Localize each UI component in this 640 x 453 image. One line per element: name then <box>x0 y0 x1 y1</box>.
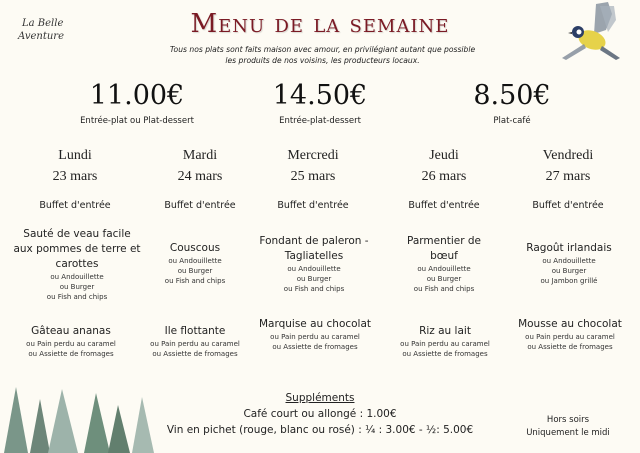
price-label: Plat-café <box>493 116 531 126</box>
subtitle-line2: les produits de nos voisins, les producteurs locaux. <box>225 56 420 65</box>
main-dish-lundi <box>12 227 142 302</box>
main-dish-name: Fondant de paleron - Tagliatelles <box>259 235 369 262</box>
main-alt: ou Burger <box>426 275 462 283</box>
day-column-jeudi <box>381 146 507 211</box>
dessert-alt: ou Assiette de fromages <box>152 350 238 358</box>
dessert-alt: ou Assiette de fromages <box>402 350 488 358</box>
starter: Buffet d'entrée <box>408 200 480 211</box>
starter: Buffet d'entrée <box>39 200 111 211</box>
price-amount: 14.50€ <box>272 80 368 111</box>
dessert-jeudi <box>380 324 510 359</box>
main-alt: ou Burger <box>59 283 95 291</box>
dessert-alt: ou Pain perdu au caramel <box>26 340 116 348</box>
day-name: Jeudi <box>429 148 459 163</box>
day-date: 27 mars <box>545 169 591 184</box>
price-option-2 <box>220 80 420 126</box>
main-dish-name: Parmentier de bœuf <box>406 235 482 262</box>
dessert-lundi <box>6 324 136 359</box>
main-alt: ou Burger <box>551 267 587 275</box>
bird-icon <box>548 0 628 66</box>
day-column-vendredi <box>505 146 631 211</box>
dessert-alt: ou Assiette de fromages <box>272 343 358 351</box>
main-alt: ou Fish and chips <box>413 285 475 293</box>
dessert-mardi <box>130 324 260 359</box>
supplements-heading: Suppléments <box>285 392 355 404</box>
main-dish-vendredi <box>506 241 632 286</box>
dessert-alt: ou Pain perdu au caramel <box>525 333 615 341</box>
price-option-3 <box>412 80 612 126</box>
dessert-alt: ou Pain perdu au caramel <box>400 340 490 348</box>
main-dish-mardi <box>132 241 258 286</box>
main-dish-name: Ragoût irlandais <box>526 242 612 254</box>
dessert-alt: ou Assiette de fromages <box>527 343 613 351</box>
dessert-name: Riz au lait <box>419 325 471 337</box>
pine-trees-icon <box>0 385 160 453</box>
price-label: Entrée-plat ou Plat-dessert <box>80 116 194 126</box>
dessert-alt: ou Assiette de fromages <box>28 350 114 358</box>
dessert-alt: ou Pain perdu au caramel <box>150 340 240 348</box>
dessert-vendredi <box>510 317 630 352</box>
day-name: Vendredi <box>542 148 594 163</box>
hours-line1: Hors soirs <box>546 415 590 425</box>
page-title: Menu de la semaine <box>190 9 450 39</box>
day-column-lundi <box>12 146 138 211</box>
day-date: 25 mars <box>290 169 336 184</box>
starter: Buffet d'entrée <box>277 200 349 211</box>
brand-line1: La Belle <box>22 18 64 29</box>
dessert-alt: ou Pain perdu au caramel <box>270 333 360 341</box>
main-alt: ou Burger <box>296 275 332 283</box>
main-dish-name: Couscous <box>169 242 221 254</box>
day-date: 23 mars <box>52 169 98 184</box>
dessert-name: Mousse au chocolat <box>518 318 622 330</box>
day-name: Mercredi <box>287 148 339 163</box>
main-alt: ou Andouillette <box>287 265 341 273</box>
dessert-name: Marquise au chocolat <box>258 318 372 330</box>
supplement-wine: Vin en pichet (rouge, blanc ou rosé) : ¼ : 3.00€ - ½: 5.00€ <box>166 424 474 436</box>
day-name: Lundi <box>58 148 92 163</box>
service-hours <box>520 414 616 440</box>
dessert-name: Ile flottante <box>164 325 226 337</box>
brand-logo <box>18 17 78 43</box>
hours-line2: Uniquement le midi <box>526 428 610 438</box>
day-date: 26 mars <box>421 169 467 184</box>
price-amount: 8.50€ <box>473 80 551 111</box>
dessert-mercredi <box>255 317 375 352</box>
main-alt: ou Fish and chips <box>164 277 226 285</box>
main-alt: ou Fish and chips <box>283 285 345 293</box>
brand-line2: Aventure <box>18 31 64 42</box>
main-alt: ou Burger <box>177 267 213 275</box>
main-alt: ou Jambon grillé <box>540 277 598 285</box>
main-alt: ou Andouillette <box>50 273 104 281</box>
price-option-1 <box>37 80 237 126</box>
main-alt: ou Fish and chips <box>46 293 108 301</box>
page-subtitle <box>140 44 505 66</box>
day-column-mercredi <box>250 146 376 211</box>
main-alt: ou Andouillette <box>168 257 222 265</box>
main-dish-jeudi <box>394 234 494 294</box>
day-name: Mardi <box>182 148 218 163</box>
supplements <box>140 390 500 438</box>
day-column-mardi <box>137 146 263 211</box>
price-amount: 11.00€ <box>89 80 185 111</box>
subtitle-line1: Tous nos plats sont faits maison avec amour, en privilégiant autant que possible <box>169 45 476 54</box>
day-date: 24 mars <box>177 169 223 184</box>
main-alt: ou Andouillette <box>417 265 471 273</box>
starter: Buffet d'entrée <box>532 200 604 211</box>
supplement-coffee: Café court ou allongé : 1.00€ <box>243 408 397 420</box>
main-alt: ou Andouillette <box>542 257 596 265</box>
dessert-name: Gâteau ananas <box>31 325 111 337</box>
main-dish-mercredi <box>254 234 374 294</box>
main-dish-name: Sauté de veau facile aux pommes de terre et carottes <box>13 228 141 270</box>
price-label: Entrée-plat-dessert <box>279 116 361 126</box>
starter: Buffet d'entrée <box>164 200 236 211</box>
